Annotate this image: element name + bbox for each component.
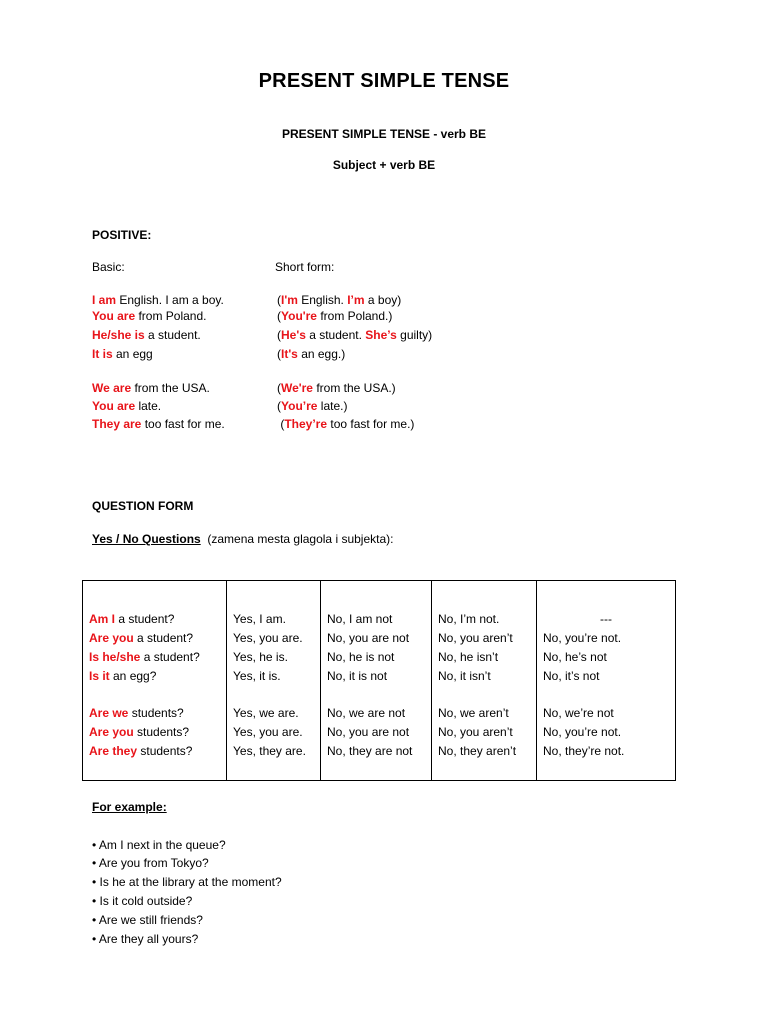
positive-heading: POSITIVE: [92, 228, 152, 242]
short-line: (We're from the USA.) [277, 381, 396, 395]
basic-line: You are from Poland. [92, 309, 207, 323]
no-answer-short2: No, we’re not [543, 706, 614, 720]
no-answer-long: No, he is not [327, 650, 395, 664]
no-answer-long: No, they are not [327, 744, 413, 758]
no-answer-short2: --- [600, 612, 612, 626]
question-line: Are they students? [89, 744, 193, 758]
question-line: Am I a student? [89, 612, 175, 626]
short-line: (I'm English. I’m a boy) [277, 293, 402, 307]
no-short2-column [537, 581, 676, 781]
basic-label: Basic: [92, 260, 125, 274]
no-answer-short: No, I’m not. [438, 612, 500, 626]
no-answer-short2: No, it’s not [543, 669, 600, 683]
bullet-icon: • [92, 913, 99, 927]
short-line: (You're from Poland.) [277, 309, 393, 323]
no-answer-short2: No, he’s not [543, 650, 607, 664]
basic-line: He/she is a student. [92, 328, 201, 342]
question-line: Is it an egg? [89, 669, 157, 683]
examples-heading: For example: [92, 800, 167, 814]
question-line: Is he/she a student? [89, 650, 200, 664]
yes-answer: Yes, you are. [233, 631, 303, 645]
no-answer-short: No, it isn’t [438, 669, 491, 683]
yes-answer: Yes, we are. [233, 706, 299, 720]
example-item: • Is he at the library at the moment? [92, 875, 282, 889]
bullet-icon: • [92, 894, 100, 908]
no-answer-short: No, they aren’t [438, 744, 517, 758]
question-line: Are you a student? [89, 631, 194, 645]
questions-column [83, 581, 227, 781]
no-answer-short: No, we aren’t [438, 706, 509, 720]
no-long-column [321, 581, 432, 781]
basic-line: They are too fast for me. [92, 417, 225, 431]
no-answer-short: No, you aren’t [438, 631, 513, 645]
no-answer-long: No, we are not [327, 706, 406, 720]
no-answer-long: No, you are not [327, 631, 410, 645]
bullet-icon: • [92, 838, 99, 852]
no-answer-long: No, it is not [327, 669, 388, 683]
basic-line: We are from the USA. [92, 381, 210, 395]
short-line: (He's a student. She’s guilty) [277, 328, 433, 342]
no-short-column [432, 581, 537, 781]
question-line: Are you students? [89, 725, 190, 739]
yes-answers-column [227, 581, 321, 781]
no-answer-short: No, he isn’t [438, 650, 499, 664]
yesno-line: Yes / No Questions (zamena mesta glagola i subjekta): [92, 532, 394, 546]
no-answer-short2: No, you’re not. [543, 725, 622, 739]
basic-line: You are late. [92, 399, 162, 413]
example-item: • Is it cold outside? [92, 894, 193, 908]
question-line: Are we students? [89, 706, 184, 720]
short-line: (It's an egg.) [277, 347, 346, 361]
question-table [82, 580, 676, 781]
example-item: • Am I next in the queue? [92, 838, 226, 852]
short-line: (You’re late.) [277, 399, 348, 413]
page-title: PRESENT SIMPLE TENSE [258, 70, 510, 92]
no-answer-long: No, I am not [327, 612, 393, 626]
yes-answer: Yes, I am. [233, 612, 286, 626]
no-answer-long: No, you are not [327, 725, 410, 739]
section-subtitle: PRESENT SIMPLE TENSE - verb BE [281, 127, 487, 141]
yes-answer: Yes, you are. [233, 725, 303, 739]
bullet-icon: • [92, 875, 100, 889]
short-line: (They’re too fast for me.) [277, 417, 415, 431]
bullet-icon: • [92, 856, 99, 870]
no-answer-short: No, you aren’t [438, 725, 513, 739]
short-form-label: Short form: [275, 260, 335, 274]
question-heading: QUESTION FORM [92, 499, 194, 513]
example-item: • Are you from Tokyo? [92, 856, 209, 870]
example-item: • Are we still friends? [92, 913, 203, 927]
formula-line: Subject + verb BE [332, 158, 436, 172]
yes-answer: Yes, he is. [233, 650, 288, 664]
basic-line: I am English. I am a boy. [92, 293, 224, 307]
basic-line: It is an egg [92, 347, 153, 361]
yes-answer: Yes, it is. [233, 669, 281, 683]
bullet-icon: • [92, 932, 99, 946]
no-answer-short2: No, they’re not. [543, 744, 625, 758]
yes-answer: Yes, they are. [233, 744, 306, 758]
example-item: • Are they all yours? [92, 932, 199, 946]
no-answer-short2: No, you’re not. [543, 631, 622, 645]
